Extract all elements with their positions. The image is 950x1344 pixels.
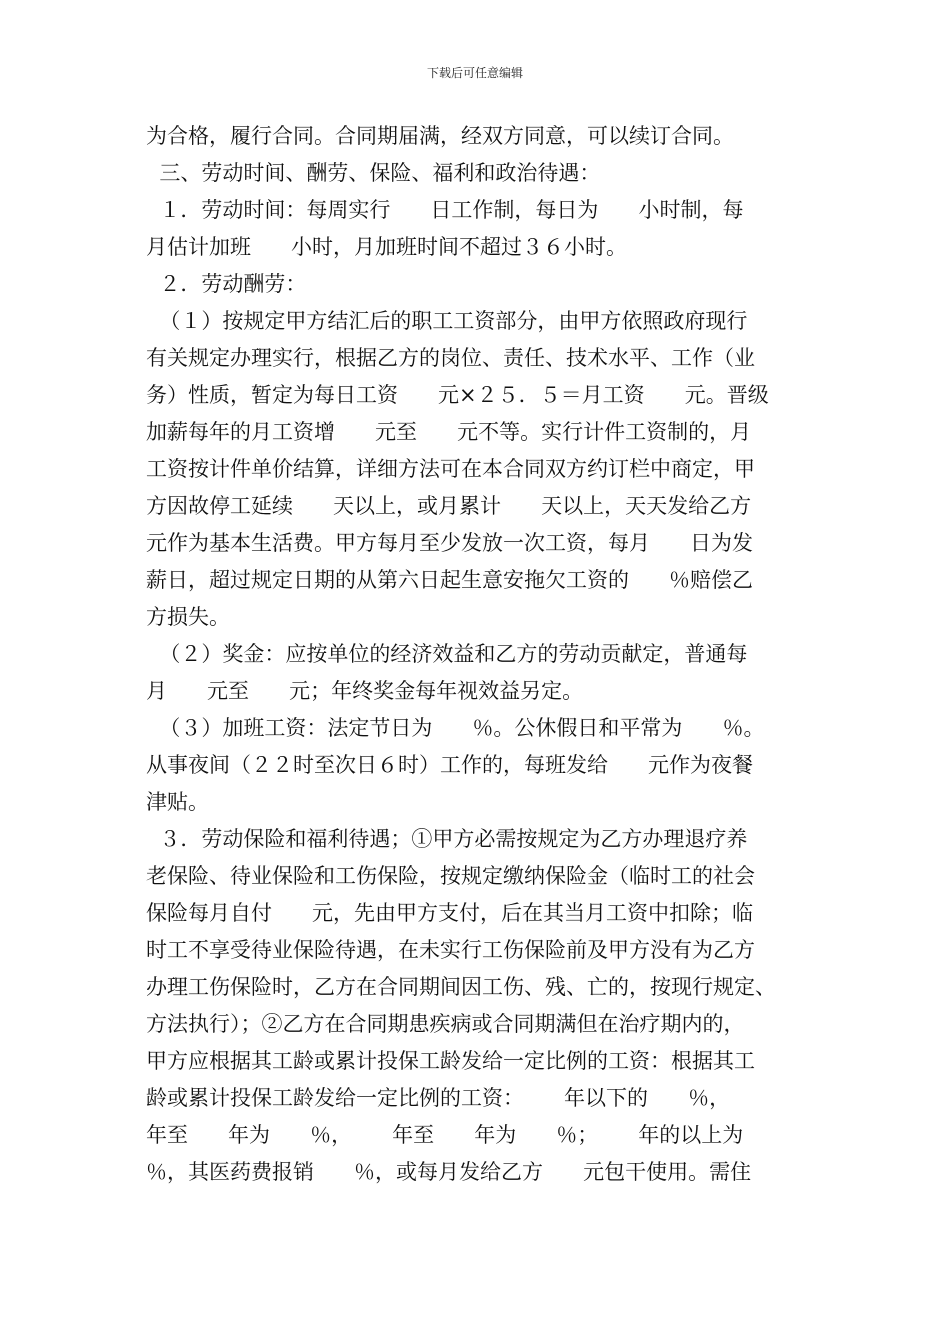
text-line: ２．劳动酬劳： — [146, 272, 307, 296]
text-line: 月 元至 元；年终奖金每年视效益另定。 — [146, 679, 584, 703]
text-line: 有关规定办理实行，根据乙方的岗位、责任、技术水平、工作（业 — [146, 346, 755, 370]
text-line: 办理工伤保险时，乙方在合同期间因工伤、残、亡的，按现行规定、 — [146, 975, 776, 999]
text-line: 龄或累计投保工龄发给一定比例的工资： 年以下的 ％， — [146, 1086, 731, 1110]
text-line: ％，其医药费报销 ％，或每月发给乙方 元包干使用。需住 — [146, 1160, 752, 1184]
text-line: （３）加班工资：法定节日为 ％。公休假日和平常为 ％。 — [146, 716, 765, 740]
text-line: 元作为基本生活费。甲方每月至少发放一次工资，每月 日为发 — [146, 531, 754, 555]
text-line: 三、劳动时间、酬劳、保险、福利和政治待遇： — [146, 161, 601, 185]
text-line: （２）奖金：应按单位的经济效益和乙方的劳动贡献定，普通每 — [146, 642, 748, 666]
text-line: 时工不享受待业保险待遇，在未实行工伤保险前及甲方没有为乙方 — [146, 938, 755, 962]
text-line: 津贴。 — [146, 790, 209, 814]
text-line: 为合格，履行合同。合同期届满，经双方同意，可以续订合同。 — [146, 124, 734, 148]
text-line: 月估计加班 小时，月加班时间不超过３６小时。 — [146, 235, 628, 259]
text-line: 保险每月自付 元，先由甲方支付，后在其当月工资中扣除；临 — [146, 901, 754, 925]
page-header: 下载后可任意编辑 — [426, 66, 523, 80]
text-line: 方因故停工延续 天以上，或月累计 天以上，天天发给乙方 — [146, 494, 752, 518]
text-line: （１）按规定甲方结汇后的职工工资部分，由甲方依照政府现行 — [146, 309, 748, 333]
text-line: 方损失。 — [146, 605, 230, 629]
text-line: 老保险、待业保险和工伤保险，按规定缴纳保险金（临时工的社会 — [146, 864, 755, 888]
text-line: 工资按计件单价结算，详细方法可在本合同双方约订栏中商定，甲 — [146, 457, 755, 481]
text-line: 薪日，超过规定日期的从第六日起生意安拖欠工资的 ％赔偿乙 — [146, 568, 754, 592]
text-line: 从事夜间（２２时至次日６时）工作的，每班发给 元作为夜餐 — [146, 753, 754, 777]
text-line: 方法执行）；②乙方在合同期患疾病或合同期满但在治疗期内的， — [146, 1012, 745, 1036]
text-line: 务）性质，暂定为每日工资 元×２５．５＝月工资 元。晋级 — [146, 383, 769, 407]
text-line: 甲方应根据其工龄或累计投保工龄发给一定比例的工资：根据其工 — [146, 1049, 755, 1073]
text-line: ３．劳动保险和福利待遇；①甲方必需按规定为乙方办理退疗养 — [146, 827, 748, 851]
text-line: 年至 年为 ％， 年至 年为 ％； 年的以上为 — [146, 1123, 744, 1147]
text-line: １．劳动时间：每周实行 日工作制，每日为 小时制，每 — [146, 198, 744, 222]
text-line: 加薪每年的月工资增 元至 元不等。实行计件工资制的，月 — [146, 420, 752, 444]
